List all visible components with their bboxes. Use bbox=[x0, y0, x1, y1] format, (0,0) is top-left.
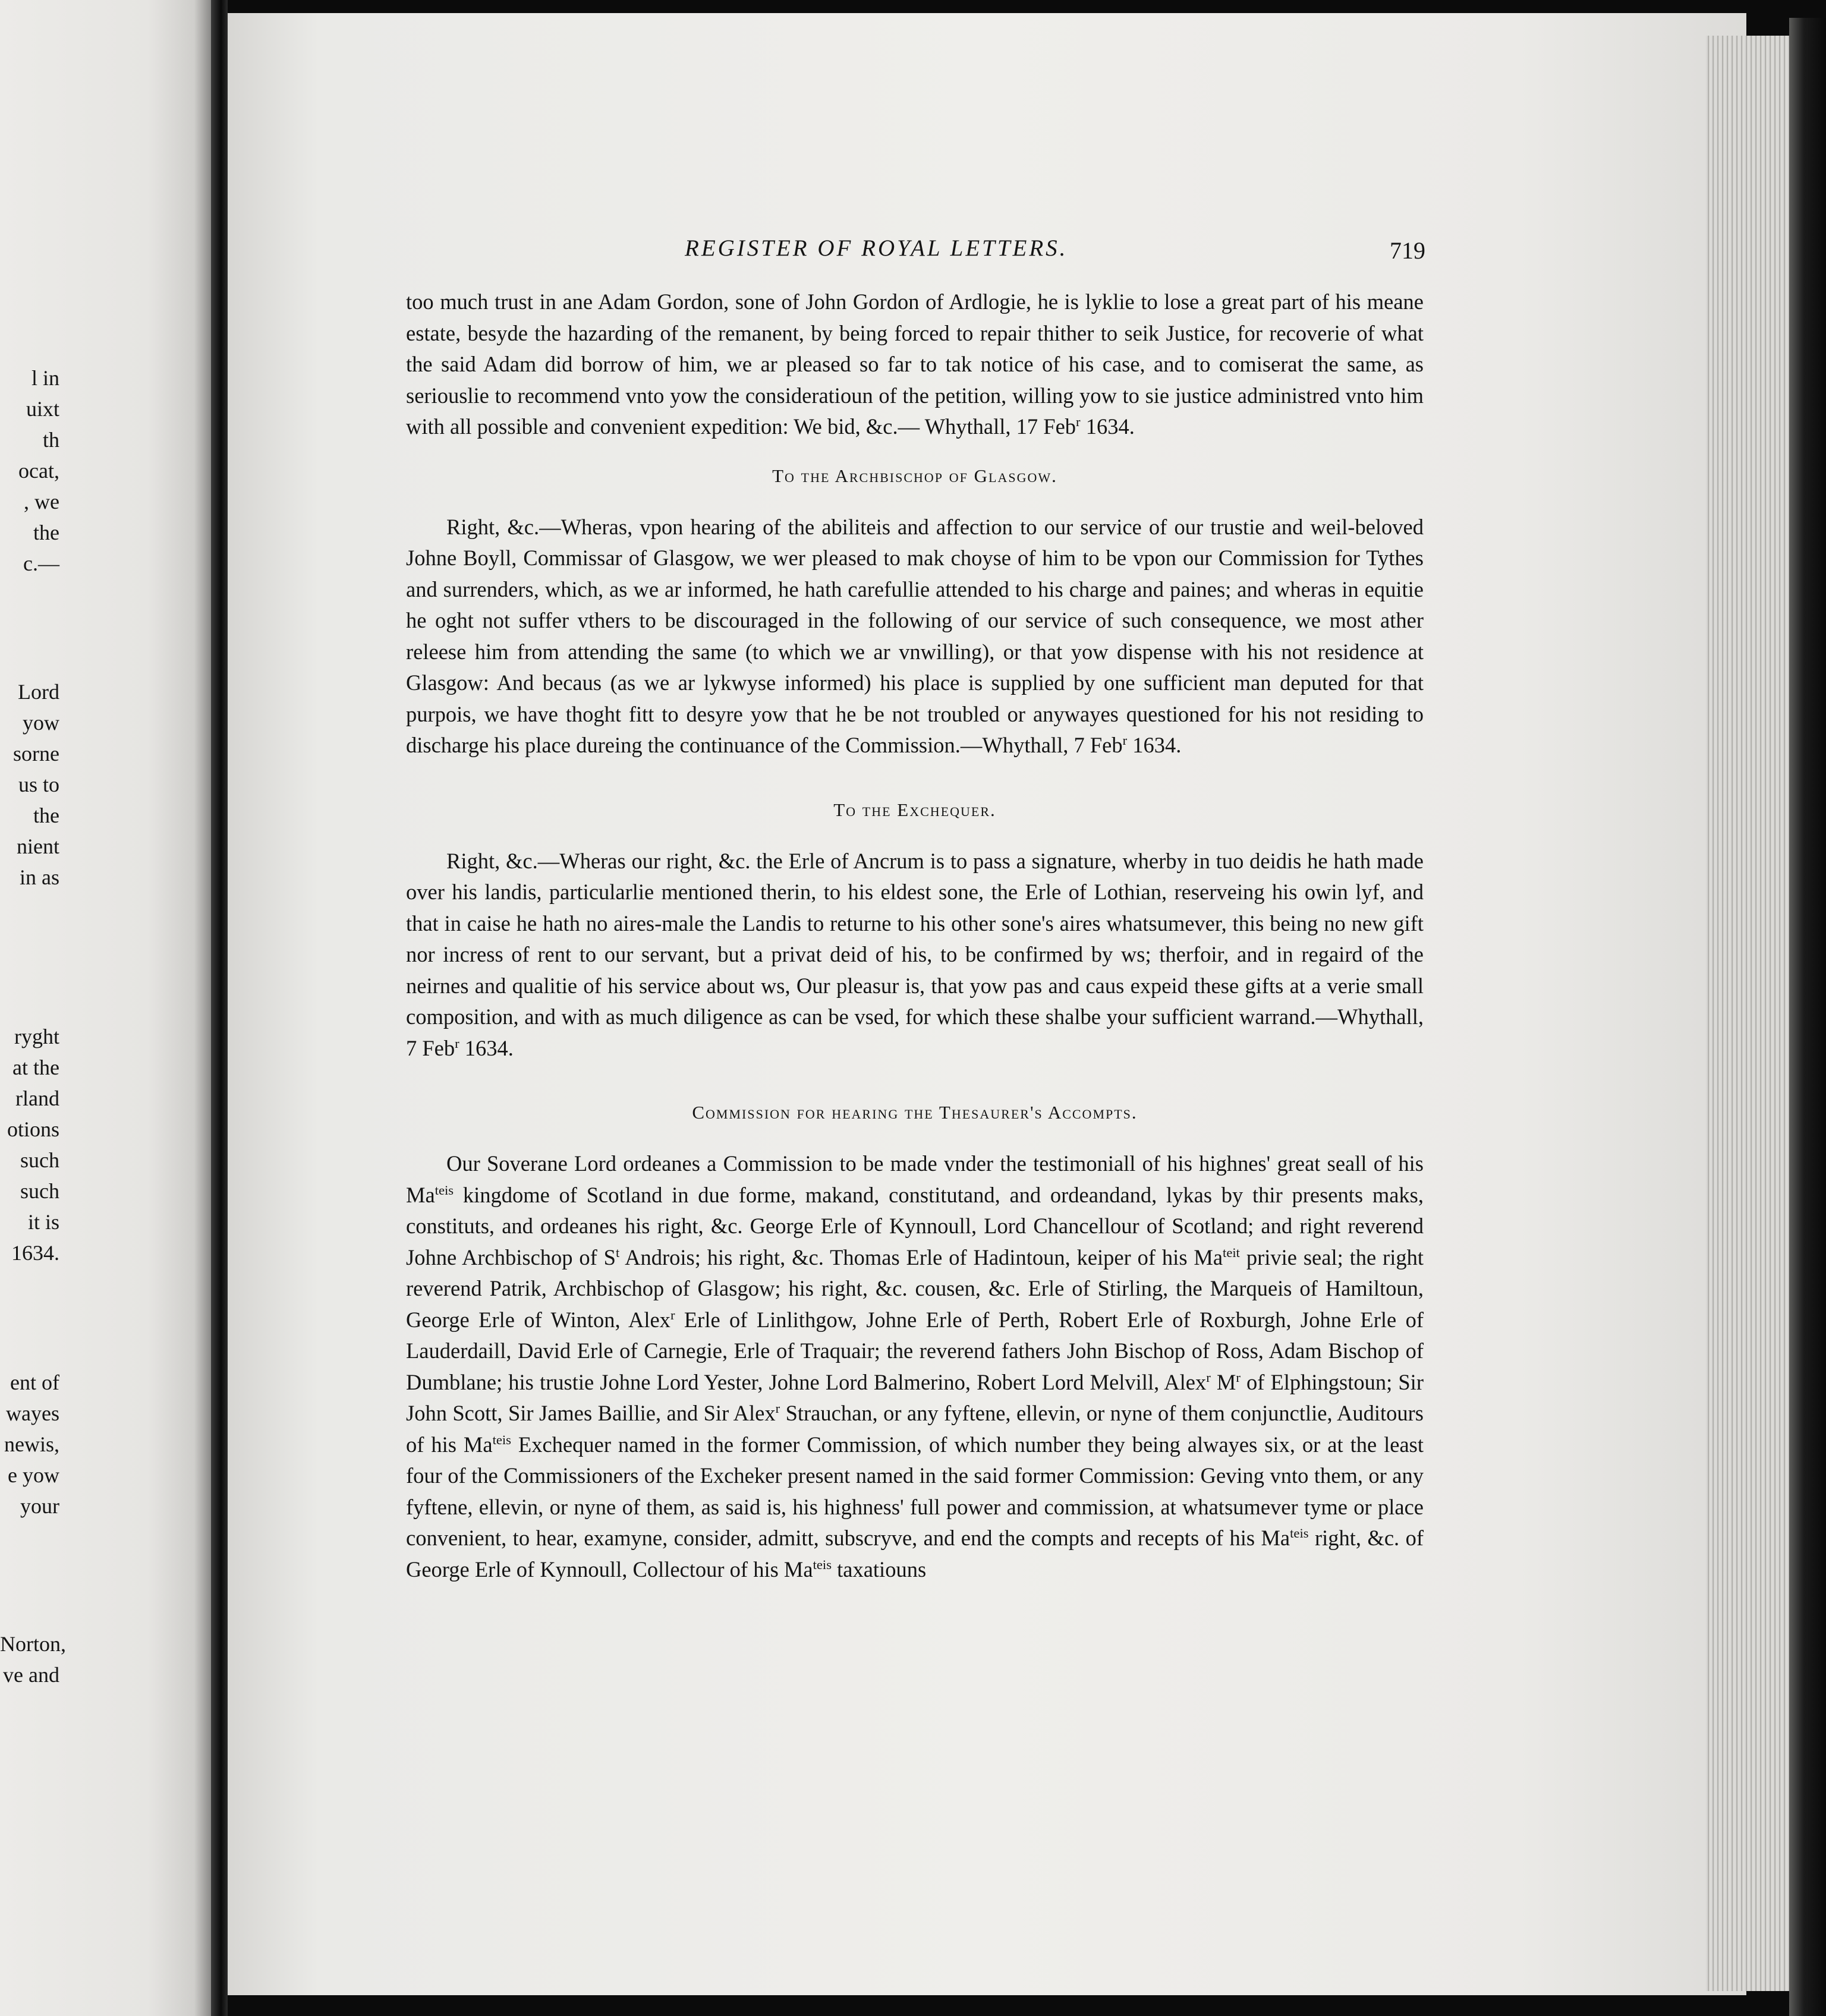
left-page-fragment: Lord bbox=[18, 680, 59, 704]
left-page-fragment: us to bbox=[18, 773, 59, 796]
left-page bbox=[0, 0, 211, 2016]
page-number: 719 bbox=[1390, 237, 1425, 264]
left-page-fragment: the bbox=[33, 521, 59, 544]
left-page-fragment: , we bbox=[24, 490, 59, 514]
section-heading-1: To the Archbischop of Glasgow. bbox=[772, 465, 1057, 486]
left-page-fragment: ocat, bbox=[18, 459, 59, 483]
page-edges bbox=[1706, 36, 1789, 1991]
left-page-fragment: Norton, bbox=[0, 1632, 66, 1656]
letter-paragraph-3: Right, &c.—Wheras our right, &c. the Erle of Ancrum is to pass a signature, wherby in tuo deidis he hath made over his landis, particularlie mentioned therin, to his eldest sone, the Erle of Lothian, reserveing his owin lyf, and that in caise he hath no aires-male the Landis to returne to his other sone's aires whatsumever, this being no new gift nor incress of rent to our servant, but a privat deid of his, to be confirmed by ws; therfoir, and in regaird of the neirnes and qualitie of his service about ws, Our pleasur is, that yow pas and caus expeid these gifts at a verie small composition, and with as much diligence as can be vsed, for which these shalbe your sufficient warrand.—Whythall, 7 Feb$^r$ 1634. bbox=[406, 848, 1424, 1060]
left-page-fragment: ve and bbox=[3, 1663, 59, 1687]
left-page-fragment: nient bbox=[17, 834, 59, 858]
left-page-fragment: ent of bbox=[10, 1371, 59, 1394]
book-gutter bbox=[211, 0, 228, 2016]
left-page-fragment: in as bbox=[20, 865, 59, 889]
letter-paragraph-2: Right, &c.—Wheras, vpon hearing of the abiliteis and affection to our service of our trustie and weil-beloved Johne Boyll, Commissar of Glasgow, we wer pleased to mak choyse of him to be vpon our Commission for Tythes and surrenders, which, as we ar informed, he hath carefullie attended to his charge and paines; and wheras in equitie he oght not suffer vthers to be discouraged in the following of our service of such consequence, we most ather releese him from attending the same (to which we ar vnwilling), or that yow dispense with his not residence at Glasgow: And becaus (as we ar lykwyse informed) his place is supplied by one sufficient man deputed for that purpois, we have thoght fitt to desyre yow that he be not troubled or anywayes questioned for his not residing to discharge his place dureing the continuance of the Commission.—Whythall, 7 Feb$^r$ 1634. bbox=[406, 514, 1424, 757]
left-page-fragment: c.— bbox=[23, 552, 59, 575]
left-page-fragment: uixt bbox=[26, 397, 59, 421]
book-edge-shadow bbox=[1789, 18, 1826, 2016]
left-page-fragment: otions bbox=[7, 1117, 59, 1141]
left-page-fragment: ryght bbox=[14, 1025, 59, 1048]
left-page-fragment: your bbox=[20, 1494, 59, 1518]
left-page-fragment: at the bbox=[12, 1056, 59, 1079]
letter-paragraph-4: Our Soverane Lord ordeanes a Commission to be made vnder the testimoniall of his highnes' great seall of his $Ma^{teis}$ kingdome of Scotland in due forme, makand, constitutand, and ordeandand, lykas by thir presents maks, constituts, and ordeanes his right, &c. George Erle of Kynnoull, Lord Chancellour of Scotland; and right reverend Johne Archbischop of $S^t$ Androis; his right, &c. Thomas Erle of Hadintoun, keiper of his $Ma^{teit}$ privie seal; the right reverend Patrik, Archbischop of Glasgow; his right, &c. cousen, &c. Erle of Stirling, the Marqueis of Hamiltoun, George Erle of Winton, Alex$^r$ Erle of Linlithgow, Johne Erle of Perth, Robert Erle of Roxburgh, Johne Erle of Lauderdaill, David Erle of Carnegie, Erle of Traquair; the reverend fathers John Bischop of Ross, Adam Bischop of Dumblane; his trustie Johne Lord Yester, Johne Lord Balmerino, Robert Lord Melvill, Alex$^r$ $M^r$ of Elphingstoun; Sir John Scott, Sir James Baillie, and Sir Alex$^r$ Strauchan, or any fyftene, ellevin, or nyne of them conjunctlie, Auditours of his $Ma^{teis}$ Exchequer named in the former Commission, of which number they being alwayes six, or at the least four of the Commissioners of the Excheker present named in the said former Commission: Geving vnto them, or any fyftene, ellevin, or nyne of them, as said is, his highness' full power and commission, at whatsumever tyme or place convenient, to hear, examyne, consider, admitt, subscryve, and end the compts and recepts of his $Ma^{teis}$ right, &c. of George Erle of Kynnoull, Collectour of his $Ma^{teis}$ taxatiouns bbox=[406, 1151, 1424, 1582]
left-page-fragment: such bbox=[20, 1179, 59, 1203]
left-page-fragment: the bbox=[33, 804, 59, 827]
left-page-fragment: e yow bbox=[8, 1463, 59, 1487]
left-page-fragment: sorne bbox=[13, 742, 59, 766]
page-body bbox=[406, 286, 1424, 1585]
left-page-fragment: newis, bbox=[4, 1432, 59, 1456]
left-page-fragment: rland bbox=[15, 1086, 59, 1110]
left-page-fragment: wayes bbox=[6, 1401, 59, 1425]
left-page-fragment: it is bbox=[27, 1210, 59, 1234]
letter-paragraph-1: too much trust in ane Adam Gordon, sone of John Gordon of Ardlogie, he is lyklie to lose a great part of his meane estate, besyde the hazarding of the remanent, by being forced to repair thither to seik Justice, for recoverie of what the said Adam did borrow of him, we ar pleased so far to tak notice of his case, and to comiserat the same, as seriouslie to recommend vnto yow the consideratioun of the petition, willing yow to sie justice administred vnto him with all possible and convenient expedition: We bid, &c.— Whythall, 17 Feb$^r$ 1634. bbox=[406, 289, 1424, 439]
running-title: REGISTER OF ROYAL LETTERS. bbox=[685, 235, 1068, 261]
left-page-fragment: th bbox=[42, 428, 59, 452]
left-page-fragment: 1634. bbox=[11, 1241, 59, 1265]
left-page-fragment: l in bbox=[31, 366, 59, 390]
section-heading-2: To the Exchequer. bbox=[833, 799, 996, 820]
left-page-fragment: yow bbox=[23, 711, 59, 735]
section-heading-3: Commission for hearing the Thesaurer's Accompts. bbox=[692, 1102, 1138, 1123]
left-page-fragment: such bbox=[20, 1148, 59, 1172]
